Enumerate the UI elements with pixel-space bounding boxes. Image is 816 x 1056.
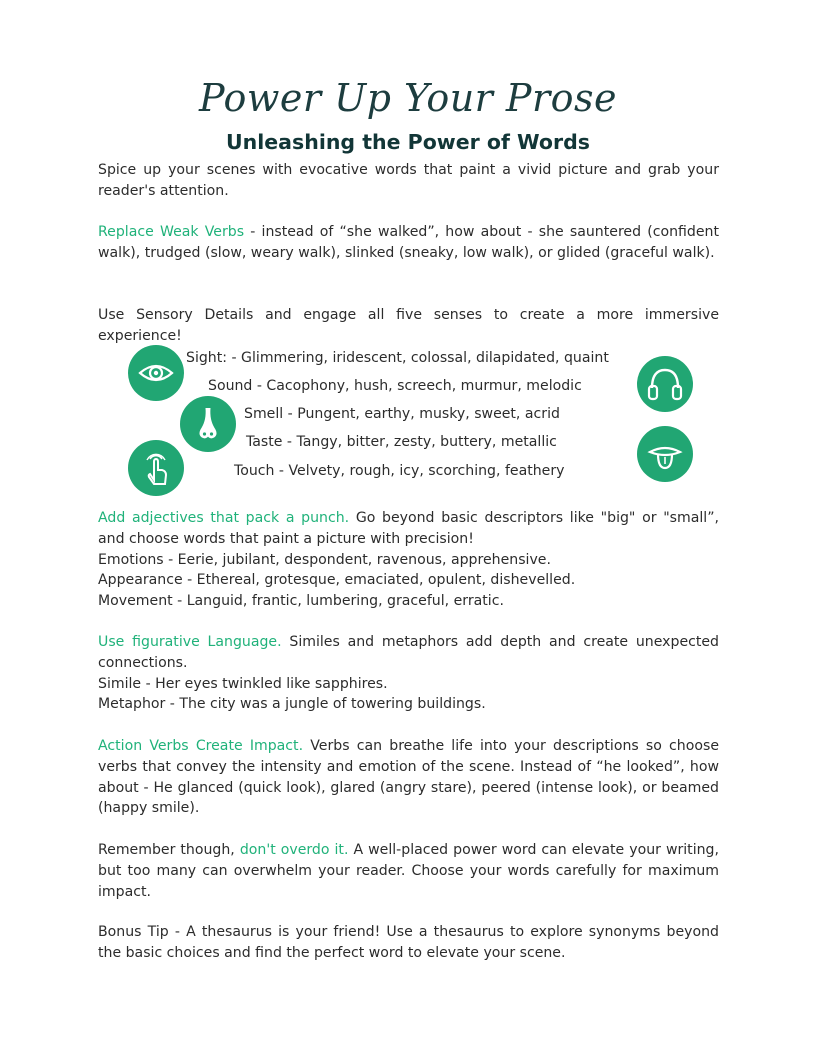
action-paragraph [98,736,719,819]
adjective-line-appearance: Appearance - Ethereal, grotesque, emaciated, opulent, dishevelled. [98,572,576,589]
bonus-paragraph: Bonus Tip - A thesaurus is your friend! Use a thesaurus to explore synonyms beyond the basic choices and find the perfect word to elevate your scene. [98,924,719,961]
script-title: Power Up Your Prose [198,76,618,120]
touch-icon [128,440,184,496]
figurative-section [98,632,719,715]
eye-icon [128,345,184,401]
sense-sound: Sound - Cacophony, hush, screech, murmur, melodic [208,378,582,394]
figurative-line-metaphor: Metaphor - The city was a jungle of towering buildings. [98,696,486,713]
nose-icon [180,396,236,452]
adjective-line-emotions: Emotions - Eerie, jubilant, despondent, ravenous, apprehensive. [98,551,551,568]
adjectives-intro [98,510,719,547]
remember-body: A well-placed power word can elevate your writing, but too many can overwhelm your reader. Choose your words carefully for maximum impact. [98,842,719,900]
figurative-label: Use figurative Language. [98,634,282,650]
headphones-icon [637,356,693,412]
page-subtitle: Unleashing the Power of Words [226,130,590,154]
figurative-body: Similes and metaphors add depth and create unexpected connections. [98,634,720,671]
adjectives-section [98,508,719,612]
sense-taste: Taste - Tangy, bitter, zesty, buttery, metallic [246,434,557,450]
adjectives-body: Go beyond basic descriptors like "big" or "small”, and choose words that paint a picture with precision! [98,510,719,547]
action-label: Action Verbs Create Impact. [98,738,304,754]
action-body: Verbs can breathe life into your descriptions so choose verbs that convey the intensity and emotion of the scene. Instead of “he looked”, how about - He glanced (quick look), glared (angry stare), peered (intense look), or beamed (happy smile). [98,738,719,817]
sensory-intro: Use Sensory Details and engage all five senses to create a more immersive experience! [98,307,719,344]
figurative-line-simile: Simile - Her eyes twinkled like sapphires. [98,675,388,692]
verbs-label: Replace Weak Verbs [98,224,245,240]
verbs-paragraph [98,222,719,264]
figurative-intro [98,634,719,671]
sense-touch: Touch - Velvety, rough, icy, scorching, feathery [234,463,565,479]
verbs-body: - instead of “she walked”, how about - she sauntered (confident walk), trudged (slow, weary walk), slinked (sneaky, low walk), or glided (graceful walk). [98,224,720,261]
remember-accent: don't overdo it. [239,842,349,858]
sense-smell: Smell - Pungent, earthy, musky, sweet, acrid [244,406,560,422]
adjective-line-movement: Movement - Languid, frantic, lumbering, graceful, erratic. [98,593,504,610]
intro-paragraph: Spice up your scenes with evocative words that paint a vivid picture and grab your reader's attention. [98,162,719,199]
remember-paragraph [98,840,719,902]
adjectives-label: Add adjectives that pack a punch. [98,510,350,526]
sense-sight: Sight: - Glimmering, iridescent, colossal, dilapidated, quaint [186,350,609,366]
tongue-icon [637,426,693,482]
remember-prefix: Remember though, [98,842,240,858]
